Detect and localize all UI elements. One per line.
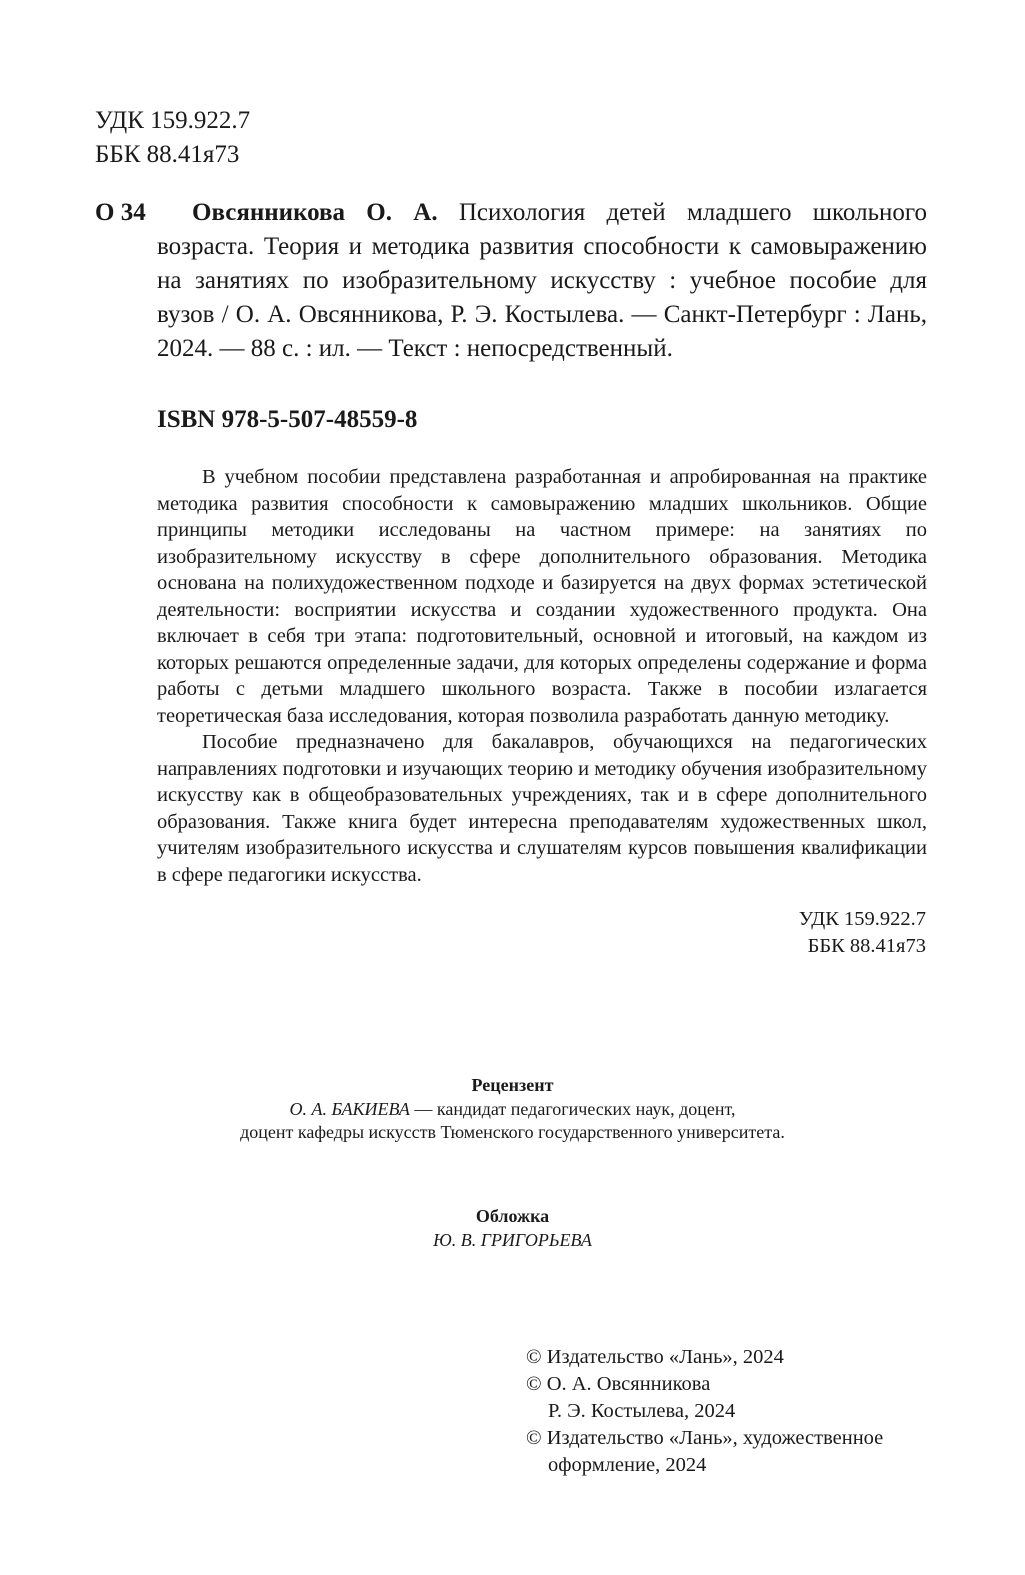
copyright-block [526, 1344, 946, 1479]
bbk-code: ББК 88.41я73 [95, 141, 240, 168]
bibliographic-description: Психология детей младшего школьного возраста. Теория и методика развития способности к самовыражению на занятиях по изобразительному искусству : учебное пособие для вузов / О. А. Овсянникова, Р. Э. Костылева. — Санкт-Петербург : Лань, 2024. — 88 с. : ил. — Текст : непосредственный. [157, 199, 927, 362]
reviewer-heading: Рецензент [471, 1075, 554, 1095]
cover-designer-name: Ю. В. ГРИГОРЬЕВА [433, 1229, 592, 1250]
copyright-line: © Издательство «Лань», художественное оформление, 2024 [526, 1427, 884, 1476]
reviewer-block [0, 1074, 1025, 1145]
author-mark: О 34 [95, 199, 146, 226]
copyright-line: Р. Э. Костылева, 2024 [548, 1400, 736, 1422]
reviewer-name: О. А. БАКИЕВА [289, 1098, 410, 1119]
annotation-paragraph: В учебном пособии представлена разработанная и апробированная на практике методика развития способности к самовыражению младших школьников. Общие принципы методики исследованы на частном примере: на занятиях по изобразительному искусству в сфере дополнительного образования. Методика основана на полихудожественном подходе и базируется на двух формах эстетической деятельности: восприятии искусства и создании художественного продукта. Она включает в себя три этапа: подготовительный, основной и итоговый, на каждом из которых решаются определенные задачи, для которых определены содержание и форма работы с детьми младшего школьного возраста. Также в пособии излагается теоретическая база исследования, которая позволила разработать данную методику. [157, 466, 927, 727]
classification-codes-top [95, 104, 250, 172]
cover-credit-block [0, 1205, 1025, 1252]
udk-code: УДК 159.922.7 [798, 908, 926, 930]
classification-codes-bottom [799, 906, 926, 959]
bbk-code: ББК 88.41я73 [807, 934, 926, 957]
copyright-line: © О. А. Овсянникова [526, 1373, 711, 1395]
annotation-paragraph: Пособие предназначено для бакалавров, обучающихся на педагогических направлениях подготовки и изучающих теорию и методику обучения изобразительному искусству как в общеобразовательных учреждениях, так и в сфере дополнительного образования. Также книга будет интересна преподавателям художественных школ, учителям изобразительного искусства и слушателям курсов повышения квалификации в сфере педагогики искусства. [157, 731, 927, 886]
udk-code: УДК 159.922.7 [95, 107, 251, 134]
annotation [157, 464, 927, 888]
copyright-line: © Издательство «Лань», 2024 [526, 1346, 784, 1368]
author-name: Овсянникова О. А. [192, 199, 438, 226]
cover-heading: Обложка [475, 1206, 550, 1226]
reviewer-title: — кандидат педагогических наук, доцент, [409, 1098, 736, 1119]
reviewer-affiliation: доцент кафедры искусств Тюменского государственного университета. [240, 1122, 785, 1142]
reviewer-line [0, 1098, 1025, 1122]
bibliographic-record [95, 196, 927, 366]
bibliographic-entry [157, 196, 927, 366]
isbn: ISBN 978-5-507-48559-8 [157, 406, 418, 433]
